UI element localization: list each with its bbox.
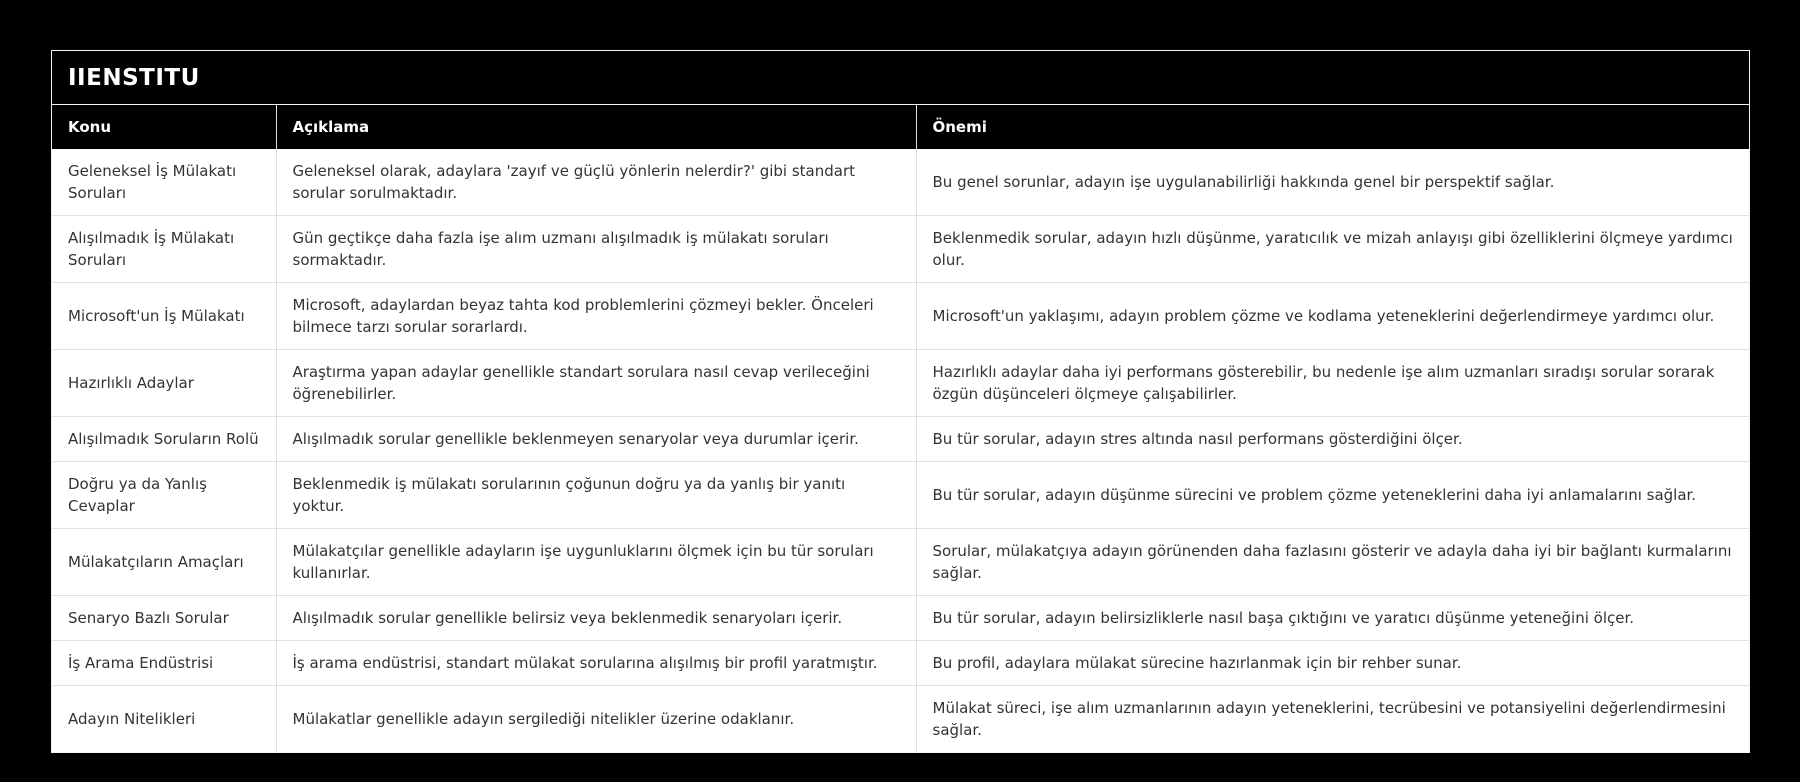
column-header-aciklama: Açıklama — [276, 105, 916, 149]
interview-questions-table — [52, 105, 1749, 752]
table-card — [51, 50, 1750, 753]
cell-onemi: Sorular, mülakatçıya adayın görünenden daha fazlasını gösterir ve adayla daha iyi bir bağlantı kurmalarını sağlar. — [916, 529, 1749, 596]
cell-konu: Mülakatçıların Amaçları — [52, 529, 276, 596]
table-row — [52, 462, 1749, 529]
cell-onemi: Bu tür sorular, adayın belirsizliklerle nasıl başa çıktığını ve yaratıcı düşünme yeteneğini ölçer. — [916, 596, 1749, 641]
table-row — [52, 149, 1749, 216]
cell-aciklama: Mülakatlar genellikle adayın sergilediği nitelikler üzerine odaklanır. — [276, 686, 916, 753]
cell-onemi: Bu genel sorunlar, adayın işe uygulanabilirliği hakkında genel bir perspektif sağlar. — [916, 149, 1749, 216]
cell-konu: Alışılmadık İş Mülakatı Soruları — [52, 216, 276, 283]
cell-aciklama: Alışılmadık sorular genellikle beklenmeyen senaryolar veya durumlar içerir. — [276, 417, 916, 462]
cell-aciklama: İş arama endüstrisi, standart mülakat sorularına alışılmış bir profil yaratmıştır. — [276, 641, 916, 686]
table-row — [52, 216, 1749, 283]
cell-aciklama: Gün geçtikçe daha fazla işe alım uzmanı alışılmadık iş mülakatı soruları sormaktadır. — [276, 216, 916, 283]
cell-konu: Hazırlıklı Adaylar — [52, 350, 276, 417]
table-row — [52, 686, 1749, 753]
table-row — [52, 350, 1749, 417]
cell-aciklama: Araştırma yapan adaylar genellikle standart sorulara nasıl cevap verileceğini öğrenebilirler. — [276, 350, 916, 417]
column-header-konu: Konu — [52, 105, 276, 149]
cell-konu: Doğru ya da Yanlış Cevaplar — [52, 462, 276, 529]
cell-konu: İş Arama Endüstrisi — [52, 641, 276, 686]
cell-konu: Senaryo Bazlı Sorular — [52, 596, 276, 641]
cell-aciklama: Alışılmadık sorular genellikle belirsiz veya beklenmedik senaryoları içerir. — [276, 596, 916, 641]
table-row — [52, 283, 1749, 350]
cell-onemi: Hazırlıklı adaylar daha iyi performans gösterebilir, bu nedenle işe alım uzmanları sıradışı sorular sorarak özgün düşünceleri ölçmeye çalışabilirler. — [916, 350, 1749, 417]
cell-aciklama: Microsoft, adaylardan beyaz tahta kod problemlerini çözmeyi bekler. Önceleri bilmece tarzı sorular sorarlardı. — [276, 283, 916, 350]
table-row — [52, 596, 1749, 641]
cell-onemi: Microsoft'un yaklaşımı, adayın problem çözme ve kodlama yeteneklerini değerlendirmeye yardımcı olur. — [916, 283, 1749, 350]
page-title: IIENSTITU — [68, 64, 200, 91]
cell-aciklama: Beklenmedik iş mülakatı sorularının çoğunun doğru ya da yanlış bir yanıtı yoktur. — [276, 462, 916, 529]
cell-aciklama: Mülakatçılar genellikle adayların işe uygunluklarını ölçmek için bu tür soruları kullanırlar. — [276, 529, 916, 596]
cell-onemi: Bu profil, adaylara mülakat sürecine hazırlanmak için bir rehber sunar. — [916, 641, 1749, 686]
cell-onemi: Beklenmedik sorular, adayın hızlı düşünme, yaratıcılık ve mizah anlayışı gibi özelliklerini ölçmeye yardımcı olur. — [916, 216, 1749, 283]
cell-konu: Geleneksel İş Mülakatı Soruları — [52, 149, 276, 216]
table-row — [52, 529, 1749, 596]
cell-onemi: Mülakat süreci, işe alım uzmanlarının adayın yeteneklerini, tecrübesini ve potansiyelini değerlendirmesini sağlar. — [916, 686, 1749, 753]
table-header-row — [52, 105, 1749, 149]
cell-onemi: Bu tür sorular, adayın stres altında nasıl performans gösterdiğini ölçer. — [916, 417, 1749, 462]
table-row — [52, 417, 1749, 462]
cell-aciklama: Geleneksel olarak, adaylara 'zayıf ve güçlü yönlerin nelerdir?' gibi standart sorular sorulmaktadır. — [276, 149, 916, 216]
column-header-onemi: Önemi — [916, 105, 1749, 149]
cell-konu: Adayın Nitelikleri — [52, 686, 276, 753]
title-bar — [52, 51, 1749, 105]
table-row — [52, 641, 1749, 686]
cell-konu: Microsoft'un İş Mülakatı — [52, 283, 276, 350]
cell-konu: Alışılmadık Soruların Rolü — [52, 417, 276, 462]
cell-onemi: Bu tür sorular, adayın düşünme sürecini ve problem çözme yeteneklerini daha iyi anlamalarını sağlar. — [916, 462, 1749, 529]
